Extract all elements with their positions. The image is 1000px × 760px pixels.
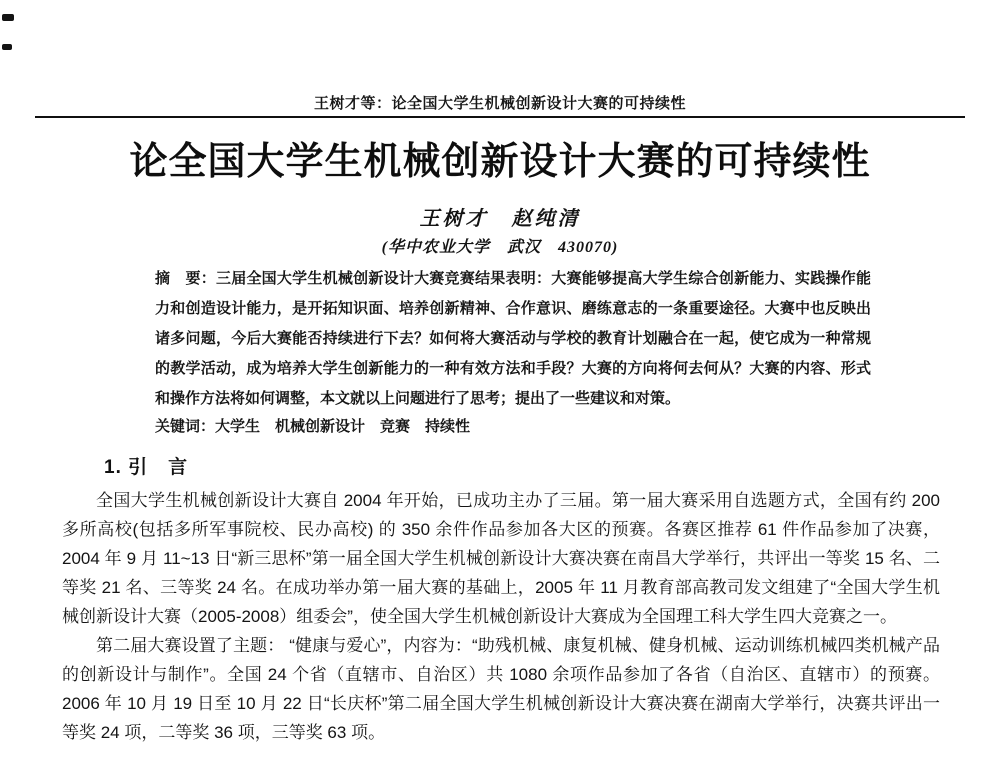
- body-text: [62, 486, 940, 747]
- body-paragraph: 第二届大赛设置了主题： “健康与爱心”，内容为：“助残机械、康复机械、健身机械、运动训练机械四类机械产品的创新设计与制作”。全国 24 个省（直辖市、自治区）共 1080 余项作品参加了各省（自治区、直辖市）的预赛。2006 年 10 月 19 日至 10 月 22 日“长庆杯”第二届全国大学生机械创新设计大赛决赛在湖南大学举行，决赛共评出一等奖 24 项，二等奖 36 项，三等奖 63 项。: [62, 636, 940, 742]
- scan-artifact: [2, 44, 12, 50]
- abstract-label: 摘 要：: [155, 270, 216, 287]
- body-paragraph: 全国大学生机械创新设计大赛自 2004 年开始，已成功主办了三届。第一届大赛采用自选题方式，全国有约 200 多所高校(包括多所军事院校、民办高校) 的 350 余件作品参加各大区的预赛。各赛区推荐 61 件作品参加了决赛，2004 年 9 月 11~13 日“新三思杯”第一届全国大学生机械创新设计大赛决赛在南昌大学举行，共评出一等奖 15 名、二等奖 21 名、三等奖 24 名。在成功举办第一届大赛的基础上，2005 年 11 月教育部高教司发文组建了“全国大学生机械创新设计大赛（2005-2008）组委会”，使全国大学生机械创新设计大赛成为全国理工科大学生四大竞赛之一。: [62, 491, 940, 626]
- keywords-label: 关键词：: [155, 418, 216, 435]
- keywords-block: [155, 412, 871, 442]
- header-rule: [35, 116, 965, 118]
- authors: 王树才 赵纯清: [419, 208, 581, 230]
- abstract-text: 三届全国大学生机械创新设计大赛竞赛结果表明：大赛能够提高大学生综合创新能力、实践操作能力和创造设计能力，是开拓知识面、培养创新精神、合作意识、磨练意志的一条重要途径。大赛中也反映出诸多问题，今后大赛能否持续进行下去？如何将大赛活动与学校的教育计划融合在一起，使它成为一种常规的教学活动，成为培养大学生创新能力的一种有效方法和手段？大赛的方向将何去何从？大赛的内容、形式和操作方法将如何调整，本文就以上问题进行了思考；提出了一些建议和对策。: [155, 270, 871, 407]
- keywords-text: 大学生 机械创新设计 竞赛 持续性: [215, 418, 471, 435]
- section-heading-introduction: 1. 引 言: [104, 457, 189, 478]
- paper-title: 论全国大学生机械创新设计大赛的可持续性: [129, 141, 871, 183]
- running-header: 王树才等：论全国大学生机械创新设计大赛的可持续性: [313, 95, 686, 112]
- abstract-block: [155, 264, 871, 414]
- affiliation: (华中农业大学 武汉 430070): [381, 239, 619, 256]
- scan-artifact: [2, 14, 14, 21]
